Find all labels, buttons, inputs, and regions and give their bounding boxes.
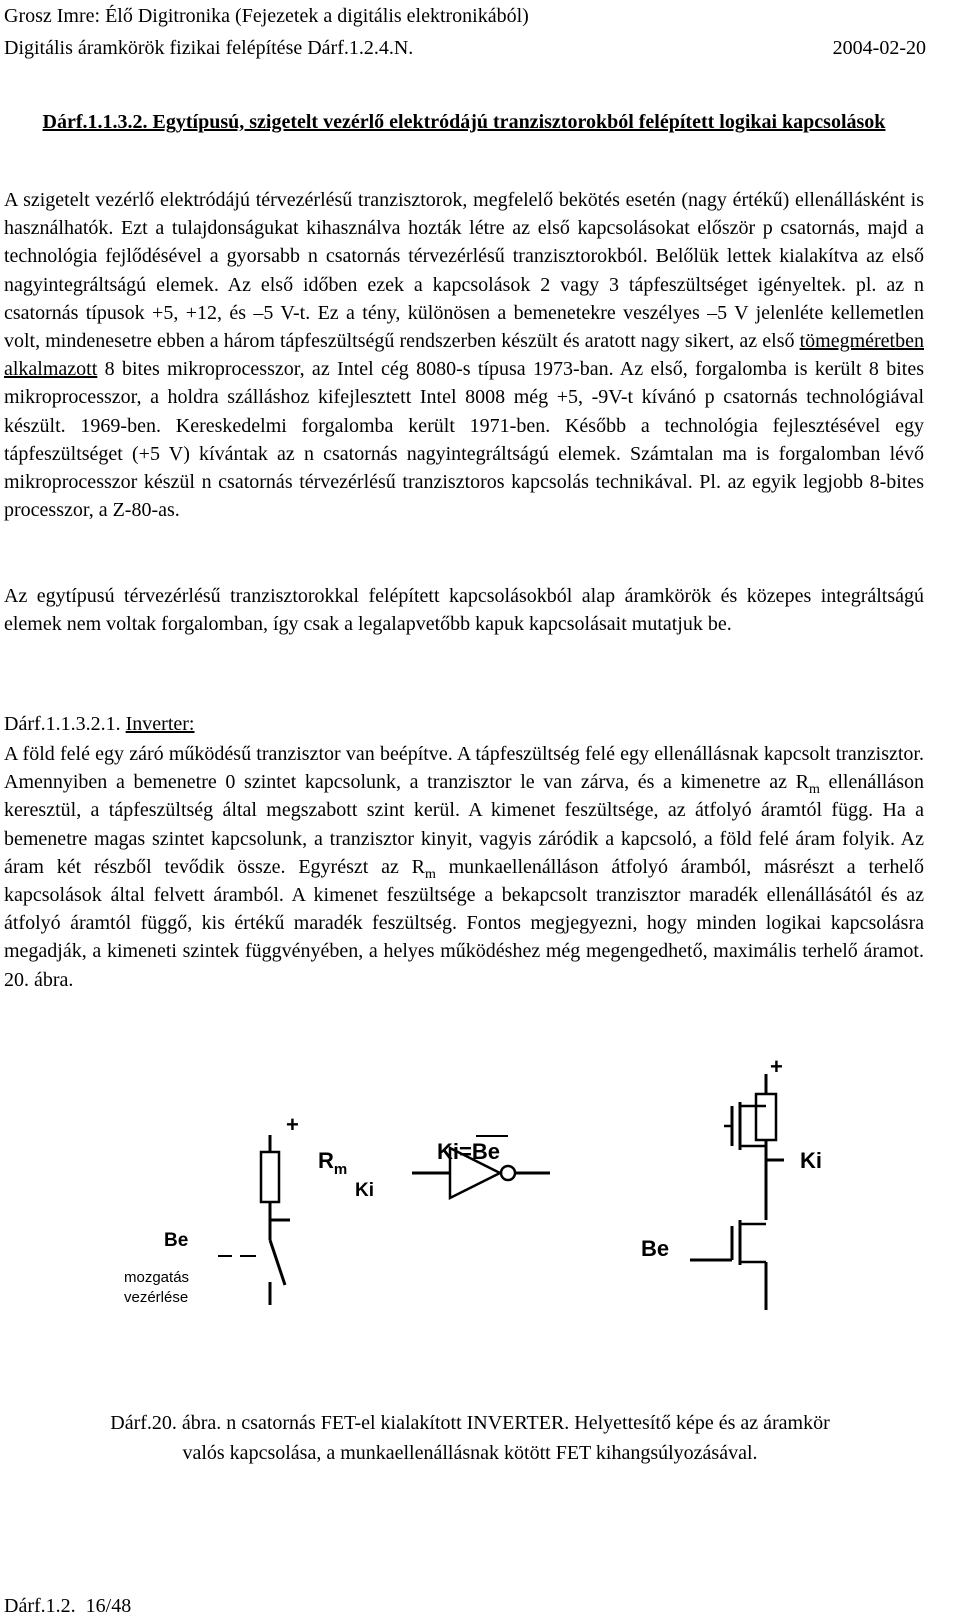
rm-subscript-2: m <box>424 866 436 882</box>
formula-prefix: Ki= <box>437 1139 472 1164</box>
inverter-section-name: Inverter: <box>125 713 195 735</box>
caption-line-2: valós kapcsolása, a munkaellenállásnak kötött FET kihangsúlyozásával. <box>182 1442 758 1464</box>
intro-underlined-text: tömegméretben alkalmazott <box>4 330 924 381</box>
ki-label-left: Ki <box>355 1180 374 1201</box>
footer-page-number: 16/48 <box>85 1595 132 1617</box>
header-title: Grosz Imre: Élő Digitronika (Fejezetek a digitális elektronikából) <box>4 5 529 27</box>
section-title: Dárf.1.1.3.2. Egytípusú, szigetelt vezérlő elektródájú tranzisztorokból felépített logikai kapcsolások <box>42 111 886 133</box>
page-footer <box>4 1594 131 1618</box>
rm-label-sub: m <box>333 1161 348 1178</box>
caption-line-1: Dárf.20. ábra. n csatornás FET-el kialakított INVERTER. Helyettesítő képe és az áramkör <box>110 1412 830 1434</box>
plus-label-left: + <box>286 1112 299 1137</box>
second-paragraph: Az egytípusú térvezérlésű tranzisztorokkal felépített kapcsolásokból alap áramkörök és közepes integráltságú elemek nem voltak forgalomban, így csak a legalapvetőbb kapuk kapcsolásait mutatjuk be. <box>4 585 924 636</box>
not-gate-bubble <box>501 1166 515 1180</box>
inverter-figure <box>0 1060 960 1360</box>
ki-label-right: Ki <box>800 1148 822 1173</box>
switch-blade <box>270 1240 285 1285</box>
inverter-paragraph <box>4 740 924 994</box>
rm-subscript-1: m <box>808 782 820 798</box>
inverter-text-b: ellenálláson keresztül, a tápfeszültség által megszabott szint kerül. A kimenet feszültsége, az átfolyó áramtól függ. Ha a bemenetre magas szintet kapcsolunk, a tranzisztor kinyit, vagyis záródik a kapcsoló, a föld felé áram folyik. Az áram két részből tevődik össze. Egyrészt az R <box>4 771 924 878</box>
inverter-text-c: munkaellenálláson átfolyó áramból, másrészt a terhelő kapcsolások által felvett áramból. A kimenet feszültsége a bekapcsolt tranzisztor maradék ellenállásától és az átfolyó áramtól függő, kis értékű maradék feszültség. Fontos megjegyezni, hogy minden logikai kapcsolásra megadják, a kimeneti szintek függvényében, a helyes működéshez még megengedhető, maximális terhelő áramot. 20. ábra. <box>4 855 924 991</box>
rm-label-main: R <box>318 1148 334 1173</box>
header-date: 2004-02-20 <box>832 37 926 59</box>
rm-label <box>318 1148 347 1178</box>
footer-ref: Dárf.1.2. <box>4 1595 76 1617</box>
header-subtitle: Digitális áramkörök fizikai felépítése Dárf.1.2.4.N. <box>4 37 414 59</box>
intro-text-b: 8 bites mikroprocesszor, az Intel cég 8080-s típusa 1973-ban. Az első, forgalomba is került 8 bites mikroprocesszor, a holdra szálláshoz kifejlesztett Intel 8008 még +5, -9V-t kívánó p csatornás technológiával készült. 1969-ben. Kereskedelmi forgalomba került 1971-ben. Később a technológia fejlesztésével egy tápfeszültséget (+5 V) kívántak az n csatornás nagyintegráltságú elemek. Számtalan ma is forgalomban lévő mikroprocesszor készül n csatornás térvezérlésű tranzisztoros kapcsolás technikával. Pl. az egyik legjobb 8-bites processzor, a Z-80-as. <box>4 358 924 522</box>
vezerlese-label: vezérlése <box>124 1289 189 1306</box>
right-load-resistor <box>756 1094 776 1140</box>
inverter-text-a: A föld felé egy záró működésű tranzisztor van beépítve. A tápfeszültség felé egy ellenállásnak kapcsolt tranzisztor. Amennyiben a bemenetre 0 szintet kapcsolunk, a tranzisztor le van zárva, és a kimenetre az R <box>4 743 924 794</box>
rm-resistor-symbol <box>261 1152 279 1202</box>
intro-paragraph <box>4 186 924 524</box>
be-label-right: Be <box>641 1236 670 1261</box>
inverter-section-number: Dárf.1.1.3.2.1. <box>4 713 121 735</box>
figure-caption <box>60 1408 880 1468</box>
formula-label <box>437 1139 500 1164</box>
inverter-section-heading <box>4 710 195 738</box>
be-label-left: Be <box>164 1230 189 1251</box>
intro-text-a: A szigetelt vezérlő elektródájú térvezérlésű tranzisztorok, megfelelő bekötés esetén (nagy értékű) ellenállásként is használhatók. Ezt a tulajdonságukat kihasználva hozták létre az első kapcsolásokat először p csatornás, majd a technológia fejlődésével a gyorsabb n csatornás térvezérlésű tranzisztorokból. Belőlük lettek kialakítva az első nagyintegráltságú elemek. Az első időben ezek a kapcsolások 2 vagy 3 tápfeszültséget igényeltek. pl. az n csatornás típusok +5, +12, és –5 V-t. Ez a tény, különösen a bemenetekre veszélyes –5 V jelenléte kellemetlen volt, mindenesetre ebben a három tápfeszültségű rendszerben készült és aratott nagy sikert, az első <box>4 189 924 353</box>
formula-be: Be <box>471 1139 500 1164</box>
plus-label-right: + <box>770 1060 783 1079</box>
mozgatas-label: mozgatás <box>124 1269 190 1286</box>
